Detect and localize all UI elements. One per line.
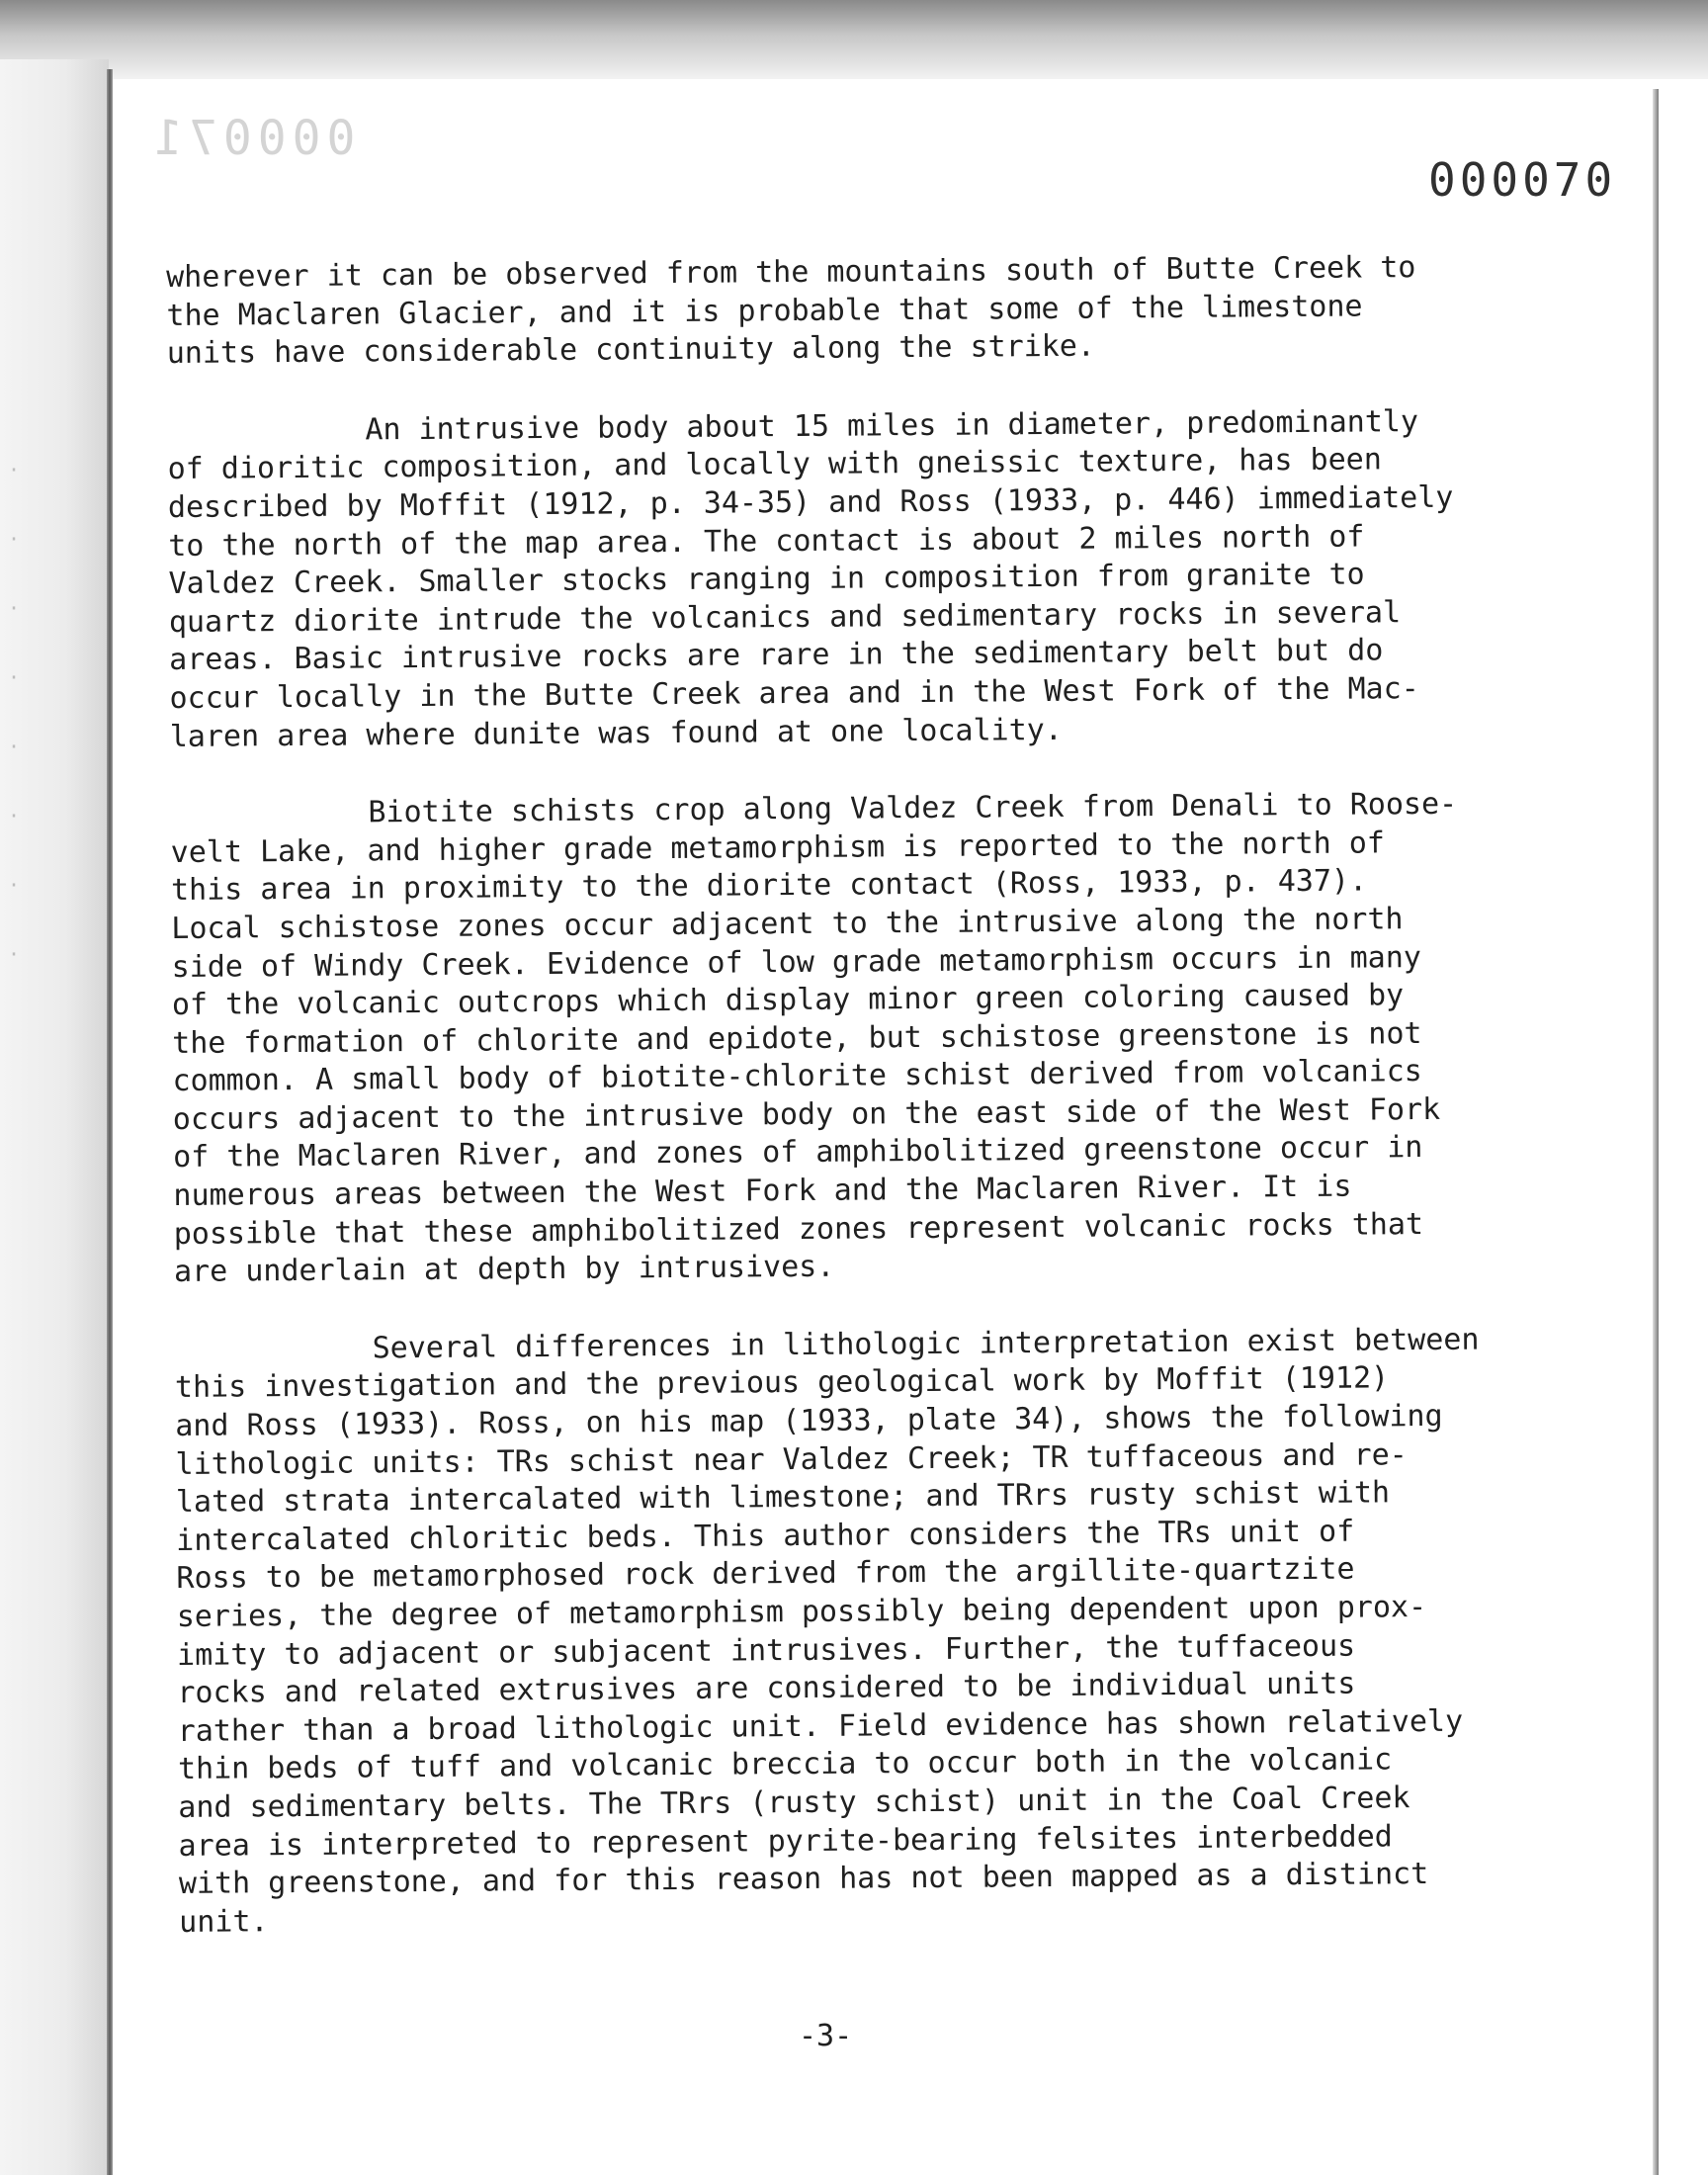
page-right-edge — [1653, 89, 1659, 2175]
document-stamp-number: 000070 — [1428, 153, 1617, 207]
margin-mark: · — [8, 735, 21, 758]
paragraph-4: Several differences in lithologic interpretation exist between this investigation and the previous geological work by Moffit (1912) and Ross (1933). Ross, on his map (1933, plate 34), shows the following lithologic units: TRs schist near Valdez Creek; TR tuffaceous and re- lated strata intercalated with limestone; and TRrs rusty schist with intercalated chloritic beds. This author considers the TRs unit of Ross to be metamorphosed rock derived from the argillite-quartzite series, the degree of metamorphism possibly being dependent upon prox- imity to adjacent or subjacent intrusives. Further, the tuffaceous rocks and related extrusives are considered to be individual units rather than a broad lithologic unit. Field evidence has shown relatively thin beds of tuff and volcanic breccia to occur both in the volcanic and sedimentary belts. The TRrs (rusty schist) unit in the Coal Creek area is interpreted to represent pyrite-bearing felsites interbedded with greenstone, and for this reason has not been mapped as a distinct unit. — [174, 1322, 1480, 1940]
bleed-through-number: 000071 — [148, 111, 356, 166]
margin-mark: · — [8, 596, 21, 620]
paragraph-2: An intrusive body about 15 miles in diameter, predominantly of dioritic composition, and locally with gneissic texture, has been described by Moffit (1912, p. 34-35) and Ross (1933, p. 446) immediately to the north of the map area. The contact is about 2 miles north of Valdez Creek. Smaller stocks ranging in composition from granite to quartz diorite intrude the volcanics and sedimentary rocks in several areas. Basic intrusive rocks are rare in the sedimentary belt but do occur locally in the Butte Creek area and in the West Fork of the Mac- laren area where dunite was found at one locality. — [167, 403, 1454, 754]
scan-top-shadow — [0, 0, 1708, 79]
margin-mark: · — [8, 665, 21, 689]
margin-mark: · — [8, 804, 21, 827]
margin-mark: · — [8, 458, 21, 481]
margin-mark: · — [8, 942, 21, 966]
margin-mark: · — [8, 527, 21, 551]
paragraph-1: wherever it can be observed from the mountains south of Butte Creek to the Maclaren Glacier, and it is probable that some of the limestone units have considerable continuity along the strike. — [166, 250, 1416, 372]
left-margin-shadow — [0, 59, 109, 2175]
paragraph-3: Biotite schists crop along Valdez Creek from Denali to Roose- velt Lake, and higher grade metamorphism is reported to the north of this area in proximity to the diorite contact (Ross, 1933, p. 437). Local schistose zones occur adjacent to the intrusive along the north side of Windy Creek. Evidence of low grade metamorphism occurs in many of the volcanic outcrops which display minor green coloring caused by the formation of chlorite and epidote, but schistose greenstone is not common. A small body of biotite-chlorite schist derived from volcanics occurs adjacent to the intrusive body on the east side of the West Fork of the Maclaren River, and zones of amphibolitized greenstone occur in numerous areas between the West Fork and the Maclaren River. It is possible that these amphibolitized zones represent volcanic rocks that are underlain at depth by intrusives. — [170, 786, 1458, 1290]
margin-mark: · — [8, 873, 21, 897]
page-number: -3- — [799, 2019, 853, 2053]
page-body — [166, 247, 1652, 1942]
binding-line — [107, 69, 113, 2175]
margin-bleed-marks — [8, 435, 87, 989]
